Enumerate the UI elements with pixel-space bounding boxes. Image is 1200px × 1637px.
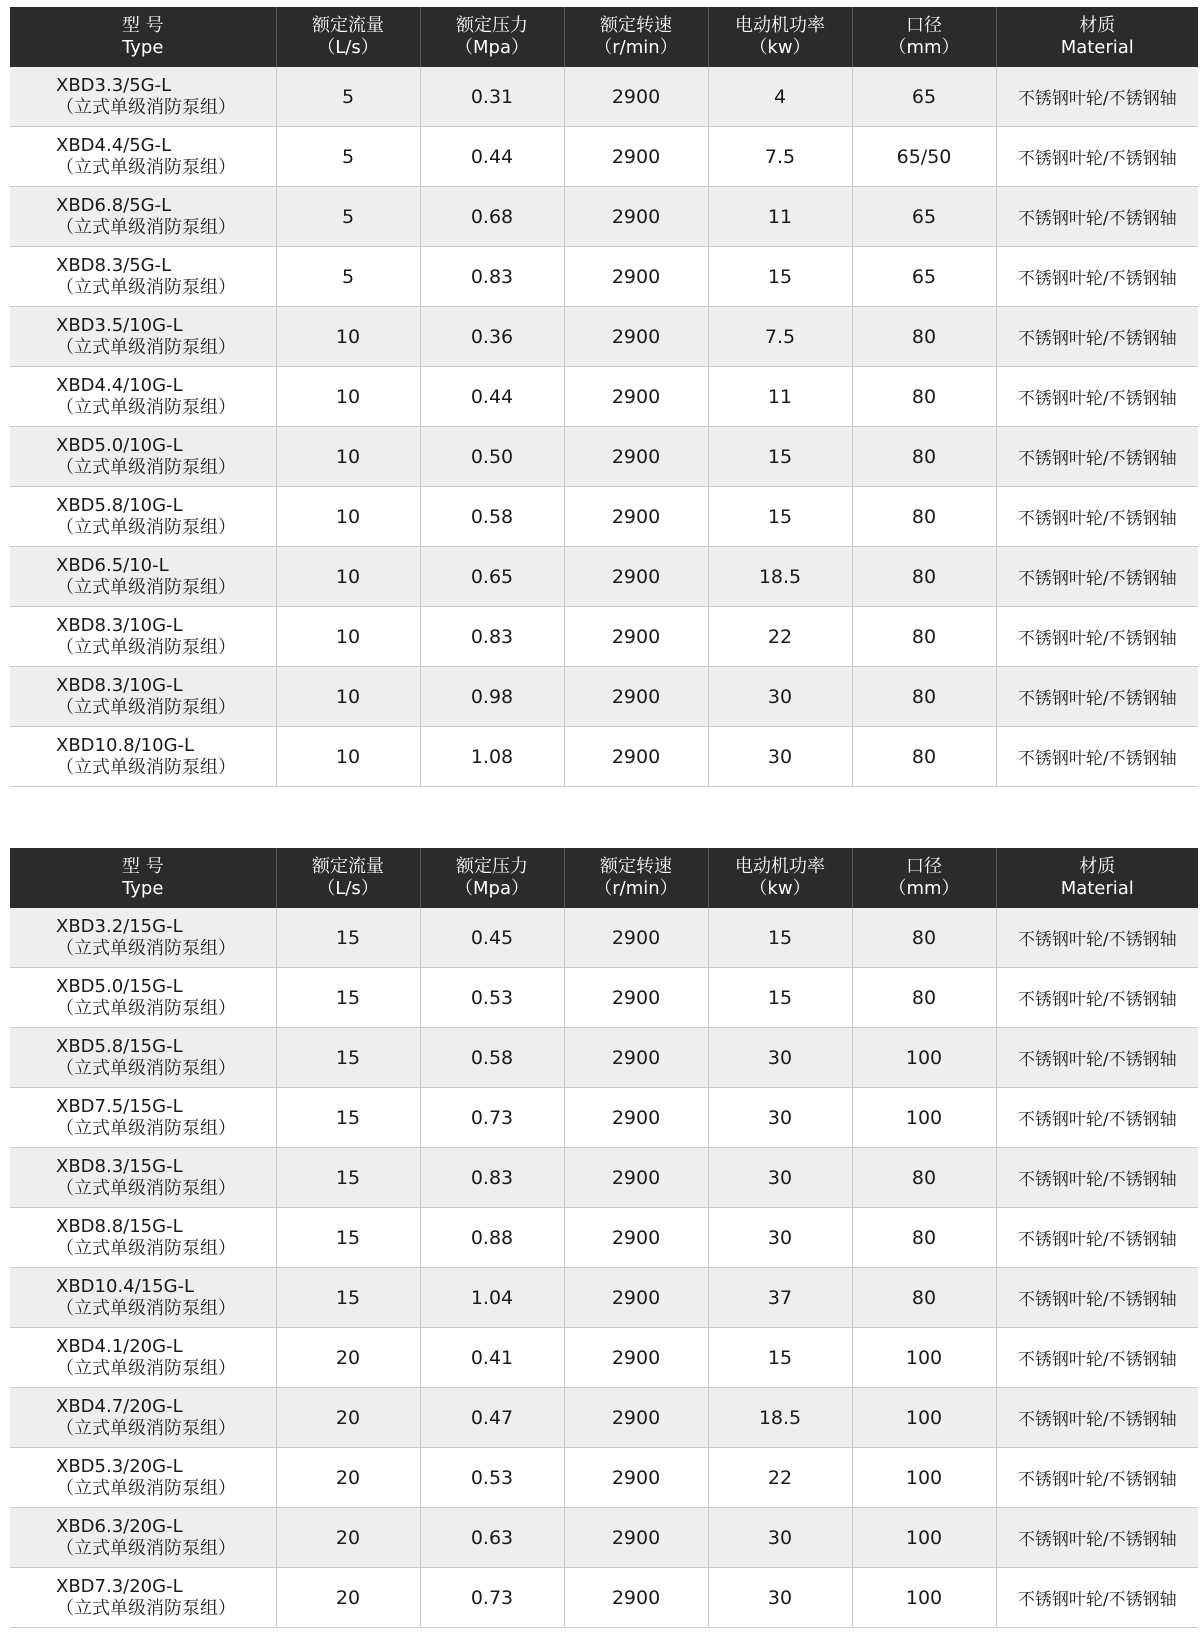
cell-material: 不锈钢叶轮/不锈钢轴 [996,1508,1198,1568]
cell-flow: 15 [276,1028,420,1088]
model-number: XBD4.4/5G-L [56,134,172,156]
cell-power: 15 [708,908,852,968]
cell-diameter: 80 [852,727,996,787]
model-description: （立式单级消防泵组） [56,756,236,778]
cell-material: 不锈钢叶轮/不锈钢轴 [996,1448,1198,1508]
table-row [10,1088,1198,1148]
model-description: （立式单级消防泵组） [56,1177,236,1199]
cell-pressure: 1.08 [420,727,564,787]
cell-diameter: 65 [852,247,996,307]
cell-material: 不锈钢叶轮/不锈钢轴 [996,607,1198,667]
cell-diameter: 65/50 [852,127,996,187]
cell-pressure: 0.53 [420,968,564,1028]
cell-power: 30 [708,727,852,787]
model-number: XBD6.3/20G-L [56,1515,183,1537]
cell-pressure: 0.44 [420,127,564,187]
cell-type [10,1028,276,1088]
header-flow [276,848,420,908]
cell-material: 不锈钢叶轮/不锈钢轴 [996,307,1198,367]
cell-diameter: 80 [852,1268,996,1328]
table-row [10,1508,1198,1568]
cell-material: 不锈钢叶轮/不锈钢轴 [996,1148,1198,1208]
header-speed-cn: 额定转速 [600,15,672,36]
cell-power: 4 [708,67,852,127]
model-description: （立式单级消防泵组） [56,1417,236,1439]
cell-flow: 10 [276,427,420,487]
table-row [10,247,1198,307]
table-body [10,908,1198,1628]
cell-material: 不锈钢叶轮/不锈钢轴 [996,667,1198,727]
cell-speed: 2900 [564,367,708,427]
cell-flow: 10 [276,307,420,367]
cell-power: 7.5 [708,307,852,367]
cell-diameter: 100 [852,1028,996,1088]
table-row [10,607,1198,667]
cell-pressure: 0.73 [420,1568,564,1628]
cell-flow: 15 [276,908,420,968]
cell-power: 30 [708,667,852,727]
cell-type [10,607,276,667]
model-number: XBD7.5/15G-L [56,1095,183,1117]
header-power-cn: 电动机功率 [735,15,825,36]
cell-power: 30 [708,1088,852,1148]
cell-pressure: 0.83 [420,1148,564,1208]
cell-material: 不锈钢叶轮/不锈钢轴 [996,1328,1198,1388]
cell-speed: 2900 [564,908,708,968]
model-description: （立式单级消防泵组） [56,576,236,598]
spec-table-1 [10,7,1198,787]
cell-power: 30 [708,1028,852,1088]
cell-speed: 2900 [564,307,708,367]
table-row [10,1328,1198,1388]
cell-diameter: 80 [852,547,996,607]
table-row [10,727,1198,787]
cell-flow: 10 [276,487,420,547]
model-number: XBD4.1/20G-L [56,1335,183,1357]
cell-power: 30 [708,1148,852,1208]
cell-diameter: 80 [852,667,996,727]
cell-diameter: 65 [852,67,996,127]
header-power [708,7,852,67]
cell-diameter: 100 [852,1568,996,1628]
header-row [10,848,1198,908]
model-description: （立式单级消防泵组） [56,1057,236,1079]
cell-type [10,487,276,547]
cell-flow: 15 [276,1148,420,1208]
model-description: （立式单级消防泵组） [56,636,236,658]
cell-flow: 10 [276,667,420,727]
cell-pressure: 0.73 [420,1088,564,1148]
cell-pressure: 0.31 [420,67,564,127]
header-speed-en: （r/min） [594,878,678,899]
cell-speed: 2900 [564,727,708,787]
cell-material: 不锈钢叶轮/不锈钢轴 [996,1208,1198,1268]
model-description: （立式单级消防泵组） [56,216,236,238]
cell-flow: 10 [276,607,420,667]
cell-diameter: 80 [852,307,996,367]
cell-diameter: 65 [852,187,996,247]
cell-power: 15 [708,968,852,1028]
cell-power: 15 [708,1328,852,1388]
model-description: （立式单级消防泵组） [56,1117,236,1139]
model-description: （立式单级消防泵组） [56,1237,236,1259]
table-row [10,1208,1198,1268]
cell-material: 不锈钢叶轮/不锈钢轴 [996,727,1198,787]
cell-speed: 2900 [564,487,708,547]
cell-power: 15 [708,427,852,487]
header-speed-cn: 额定转速 [600,856,672,877]
cell-type [10,367,276,427]
cell-diameter: 80 [852,908,996,968]
cell-type [10,1148,276,1208]
model-number: XBD4.4/10G-L [56,374,183,396]
header-diameter [852,7,996,67]
model-number: XBD5.3/20G-L [56,1455,183,1477]
cell-flow: 5 [276,67,420,127]
cell-power: 18.5 [708,547,852,607]
header-material-en: Material [1060,878,1134,899]
cell-speed: 2900 [564,187,708,247]
table-row [10,1148,1198,1208]
header-diameter-en: （mm） [888,878,960,899]
spec-table-2 [10,848,1198,1628]
cell-type [10,67,276,127]
header-type-en: Type [122,878,164,899]
cell-flow: 5 [276,127,420,187]
header-diameter-cn: 口径 [906,856,942,877]
cell-speed: 2900 [564,1448,708,1508]
cell-pressure: 0.50 [420,427,564,487]
model-number: XBD5.8/15G-L [56,1035,183,1057]
cell-pressure: 0.47 [420,1388,564,1448]
cell-power: 11 [708,367,852,427]
cell-type [10,968,276,1028]
cell-material: 不锈钢叶轮/不锈钢轴 [996,547,1198,607]
cell-diameter: 80 [852,487,996,547]
cell-pressure: 0.83 [420,247,564,307]
cell-pressure: 0.41 [420,1328,564,1388]
header-speed-en: （r/min） [594,37,678,58]
cell-flow: 20 [276,1448,420,1508]
cell-power: 18.5 [708,1388,852,1448]
cell-diameter: 80 [852,968,996,1028]
cell-pressure: 0.68 [420,187,564,247]
model-number: XBD3.2/15G-L [56,915,183,937]
model-number: XBD4.7/20G-L [56,1395,183,1417]
model-number: XBD5.0/15G-L [56,975,183,997]
model-description: （立式单级消防泵组） [56,1597,236,1619]
model-number: XBD8.3/5G-L [56,254,172,276]
cell-material: 不锈钢叶轮/不锈钢轴 [996,367,1198,427]
cell-flow: 10 [276,727,420,787]
header-diameter [852,848,996,908]
cell-speed: 2900 [564,1208,708,1268]
header-pressure-en: （Mpa） [455,37,529,58]
cell-type [10,667,276,727]
header-type [10,7,276,67]
cell-type [10,1268,276,1328]
model-description: （立式单级消防泵组） [56,516,236,538]
cell-pressure: 1.04 [420,1268,564,1328]
cell-flow: 15 [276,1208,420,1268]
cell-flow: 20 [276,1328,420,1388]
model-number: XBD7.3/20G-L [56,1575,183,1597]
model-number: XBD5.0/10G-L [56,434,183,456]
table-row [10,547,1198,607]
model-description: （立式单级消防泵组） [56,1357,236,1379]
header-material-en: Material [1060,37,1134,58]
header-type-cn: 型 号 [121,856,164,877]
cell-pressure: 0.53 [420,1448,564,1508]
model-number: XBD5.8/10G-L [56,494,183,516]
header-power [708,848,852,908]
cell-flow: 20 [276,1388,420,1448]
cell-material: 不锈钢叶轮/不锈钢轴 [996,487,1198,547]
cell-type [10,1508,276,1568]
table-row [10,187,1198,247]
cell-diameter: 100 [852,1328,996,1388]
cell-material: 不锈钢叶轮/不锈钢轴 [996,968,1198,1028]
table-row [10,427,1198,487]
table-row [10,667,1198,727]
cell-type [10,547,276,607]
model-number: XBD10.8/10G-L [56,734,195,756]
header-flow-en: （L/s） [317,878,379,899]
header-diameter-en: （mm） [888,37,960,58]
table-body [10,67,1198,787]
header-material [996,7,1198,67]
header-flow-cn: 额定流量 [312,856,384,877]
cell-speed: 2900 [564,1388,708,1448]
header-power-en: （kw） [749,878,811,899]
table-row [10,127,1198,187]
cell-material: 不锈钢叶轮/不锈钢轴 [996,1268,1198,1328]
cell-speed: 2900 [564,1028,708,1088]
cell-speed: 2900 [564,127,708,187]
cell-type [10,247,276,307]
cell-type [10,1568,276,1628]
cell-diameter: 80 [852,1208,996,1268]
cell-material: 不锈钢叶轮/不锈钢轴 [996,1388,1198,1448]
cell-type [10,727,276,787]
cell-type [10,1088,276,1148]
model-number: XBD8.8/15G-L [56,1215,183,1237]
cell-speed: 2900 [564,968,708,1028]
table-row [10,1568,1198,1628]
model-description: （立式单级消防泵组） [56,1537,236,1559]
header-pressure [420,848,564,908]
header-pressure-cn: 额定压力 [456,15,528,36]
cell-material: 不锈钢叶轮/不锈钢轴 [996,187,1198,247]
cell-diameter: 80 [852,427,996,487]
cell-pressure: 0.83 [420,607,564,667]
model-description: （立式单级消防泵组） [56,997,236,1019]
cell-speed: 2900 [564,67,708,127]
cell-speed: 2900 [564,1328,708,1388]
cell-speed: 2900 [564,1568,708,1628]
table-row [10,67,1198,127]
cell-material: 不锈钢叶轮/不锈钢轴 [996,67,1198,127]
header-pressure [420,7,564,67]
cell-type [10,127,276,187]
cell-power: 7.5 [708,127,852,187]
table-row [10,908,1198,968]
header-speed [564,7,708,67]
header-type [10,848,276,908]
cell-diameter: 80 [852,607,996,667]
model-description: （立式单级消防泵组） [56,1297,236,1319]
cell-power: 30 [708,1568,852,1628]
model-description: （立式单级消防泵组） [56,336,236,358]
cell-speed: 2900 [564,427,708,487]
cell-speed: 2900 [564,1148,708,1208]
header-material [996,848,1198,908]
cell-type [10,307,276,367]
header-material-cn: 材质 [1079,15,1116,36]
model-description: （立式单级消防泵组） [56,1477,236,1499]
cell-diameter: 80 [852,367,996,427]
model-number: XBD8.3/10G-L [56,614,183,636]
header-type-en: Type [122,37,164,58]
cell-power: 22 [708,1448,852,1508]
cell-diameter: 100 [852,1508,996,1568]
model-number: XBD8.3/10G-L [56,674,183,696]
model-description: （立式单级消防泵组） [56,696,236,718]
cell-type [10,187,276,247]
model-description: （立式单级消防泵组） [56,937,236,959]
cell-speed: 2900 [564,547,708,607]
table-row [10,1028,1198,1088]
cell-flow: 20 [276,1508,420,1568]
cell-power: 11 [708,187,852,247]
cell-flow: 10 [276,367,420,427]
cell-speed: 2900 [564,667,708,727]
cell-power: 30 [708,1208,852,1268]
header-power-cn: 电动机功率 [735,856,825,877]
cell-type [10,1388,276,1448]
cell-speed: 2900 [564,1088,708,1148]
cell-type [10,427,276,487]
cell-speed: 2900 [564,247,708,307]
table-row [10,1448,1198,1508]
header-type-cn: 型 号 [121,15,164,36]
cell-material: 不锈钢叶轮/不锈钢轴 [996,1088,1198,1148]
cell-type [10,1448,276,1508]
cell-diameter: 80 [852,1148,996,1208]
model-number: XBD3.3/5G-L [56,74,172,96]
header-speed [564,848,708,908]
cell-flow: 5 [276,247,420,307]
cell-material: 不锈钢叶轮/不锈钢轴 [996,1028,1198,1088]
cell-pressure: 0.88 [420,1208,564,1268]
cell-pressure: 0.36 [420,307,564,367]
cell-flow: 15 [276,968,420,1028]
model-description: （立式单级消防泵组） [56,276,236,298]
model-number: XBD8.3/15G-L [56,1155,183,1177]
cell-pressure: 0.65 [420,547,564,607]
table-row [10,968,1198,1028]
cell-diameter: 100 [852,1448,996,1508]
table-row [10,487,1198,547]
header-material-cn: 材质 [1079,856,1116,877]
table-row [10,1268,1198,1328]
cell-pressure: 0.58 [420,1028,564,1088]
cell-speed: 2900 [564,1508,708,1568]
cell-material: 不锈钢叶轮/不锈钢轴 [996,247,1198,307]
cell-power: 22 [708,607,852,667]
cell-pressure: 0.45 [420,908,564,968]
header-pressure-en: （Mpa） [455,878,529,899]
cell-type [10,908,276,968]
cell-material: 不锈钢叶轮/不锈钢轴 [996,908,1198,968]
cell-diameter: 100 [852,1088,996,1148]
table-row [10,1388,1198,1448]
cell-flow: 20 [276,1568,420,1628]
model-number: XBD10.4/15G-L [56,1275,195,1297]
cell-pressure: 0.63 [420,1508,564,1568]
model-number: XBD6.8/5G-L [56,194,172,216]
table-row [10,307,1198,367]
cell-flow: 5 [276,187,420,247]
header-pressure-cn: 额定压力 [456,856,528,877]
table-row [10,367,1198,427]
cell-diameter: 100 [852,1388,996,1448]
cell-flow: 15 [276,1268,420,1328]
cell-material: 不锈钢叶轮/不锈钢轴 [996,427,1198,487]
cell-speed: 2900 [564,1268,708,1328]
cell-power: 30 [708,1508,852,1568]
cell-pressure: 0.58 [420,487,564,547]
cell-speed: 2900 [564,607,708,667]
header-flow-cn: 额定流量 [312,15,384,36]
header-diameter-cn: 口径 [906,15,942,36]
cell-power: 37 [708,1268,852,1328]
header-flow-en: （L/s） [317,37,379,58]
model-description: （立式单级消防泵组） [56,396,236,418]
header-flow [276,7,420,67]
header-power-en: （kw） [749,37,811,58]
cell-type [10,1328,276,1388]
model-description: （立式单级消防泵组） [56,456,236,478]
header-row [10,7,1198,67]
cell-power: 15 [708,487,852,547]
cell-material: 不锈钢叶轮/不锈钢轴 [996,1568,1198,1628]
cell-flow: 10 [276,547,420,607]
cell-pressure: 0.44 [420,367,564,427]
cell-material: 不锈钢叶轮/不锈钢轴 [996,127,1198,187]
model-description: （立式单级消防泵组） [56,156,236,178]
model-number: XBD6.5/10-L [56,554,169,576]
cell-pressure: 0.98 [420,667,564,727]
cell-power: 15 [708,247,852,307]
cell-type [10,1208,276,1268]
model-number: XBD3.5/10G-L [56,314,183,336]
cell-flow: 15 [276,1088,420,1148]
model-description: （立式单级消防泵组） [56,96,236,118]
